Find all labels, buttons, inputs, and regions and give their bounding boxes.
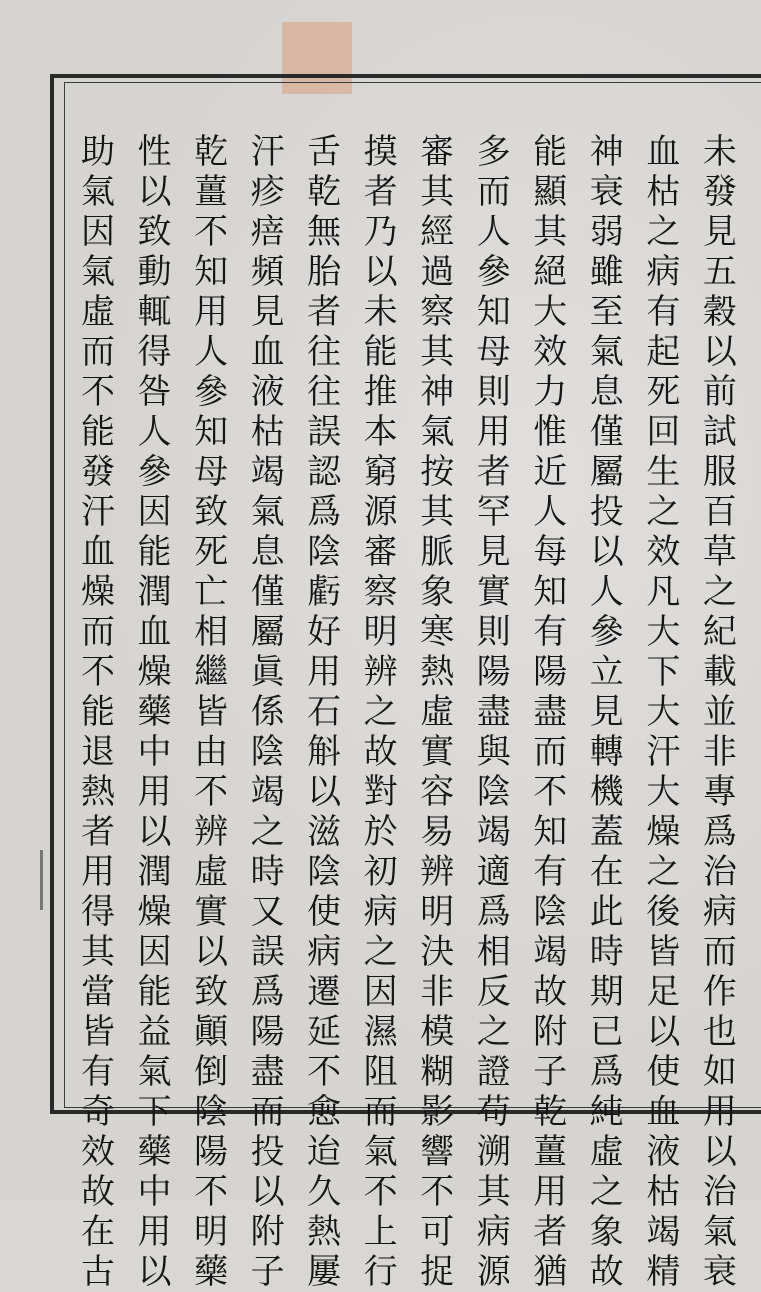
text-column: 汗 疹 㾦 頻 見 血 液 枯 竭 氣 息 僅 屬 眞 係 陰 竭 之 時 又 誤 爲 陽 盡 而 投 以 附 子 bbox=[250, 132, 285, 1292]
text-column: 未 發 見 五 穀 以 前 試 服 百 草 之 紀 載 並 非 專 爲 治 病 而 作 也 如 用 以 治 氣 衰 bbox=[702, 132, 737, 1292]
text-column: 助 氣 因 氣 虛 而 不 能 發 汗 血 燥 而 不 能 退 熱 者 用 得 其 當 皆 有 奇 效 故 在 古 bbox=[81, 132, 115, 1292]
gutter-mark bbox=[40, 850, 43, 910]
text-column: 舌 乾 無 胎 者 往 往 誤 認 爲 陰 虧 好 用 石 斛 以 滋 陰 使 病 遷 延 不 愈 迨 久 熱 屢 bbox=[307, 132, 342, 1292]
text-column: 能 顯 其 絕 大 效 力 惟 近 人 每 知 有 陽 盡 而 不 知 有 陰 竭 故 附 子 乾 薑 用 者 猶 bbox=[533, 132, 568, 1292]
text-column: 性 以 致 動 輒 得 咎 人 參 因 能 潤 血 燥 藥 中 用 以 潤 燥 因 能 益 氣 下 藥 中 用 以 bbox=[137, 132, 172, 1292]
vertical-text-block bbox=[76, 132, 742, 1292]
text-column: 摸 者 乃 以 未 能 推 本 窮 源 審 察 明 辨 之 故 對 於 初 病 之 因 濕 阻 而 氣 不 上 行 bbox=[363, 132, 398, 1292]
text-column: 多 而 人 參 知 母 則 用 者 罕 見 實 則 陽 盡 與 陰 竭 適 爲 相 反 之 證 苟 溯 其 病 源 bbox=[476, 132, 511, 1292]
text-column: 神 衰 弱 雖 至 氣 息 僅 屬 投 以 人 參 立 見 轉 機 蓋 在 此 時 期 已 爲 純 虛 之 象 故 bbox=[589, 132, 624, 1292]
text-column: 審 其 經 過 察 其 神 氣 按 其 脈 象 寒 熱 虛 實 容 易 辨 明 決 非 模 糊 影 響 不 可 捉 bbox=[420, 132, 455, 1292]
text-column: 血 枯 之 病 有 起 死 回 生 之 效 凡 大 下 大 汗 大 燥 之 後 皆 足 以 使 血 液 枯 竭 精 bbox=[646, 132, 681, 1292]
text-column: 乾 薑 不 知 用 人 參 知 母 致 死 亡 相 繼 皆 由 不 辨 虛 實 以 致 顚 倒 陰 陽 不 明 藥 bbox=[194, 132, 229, 1292]
